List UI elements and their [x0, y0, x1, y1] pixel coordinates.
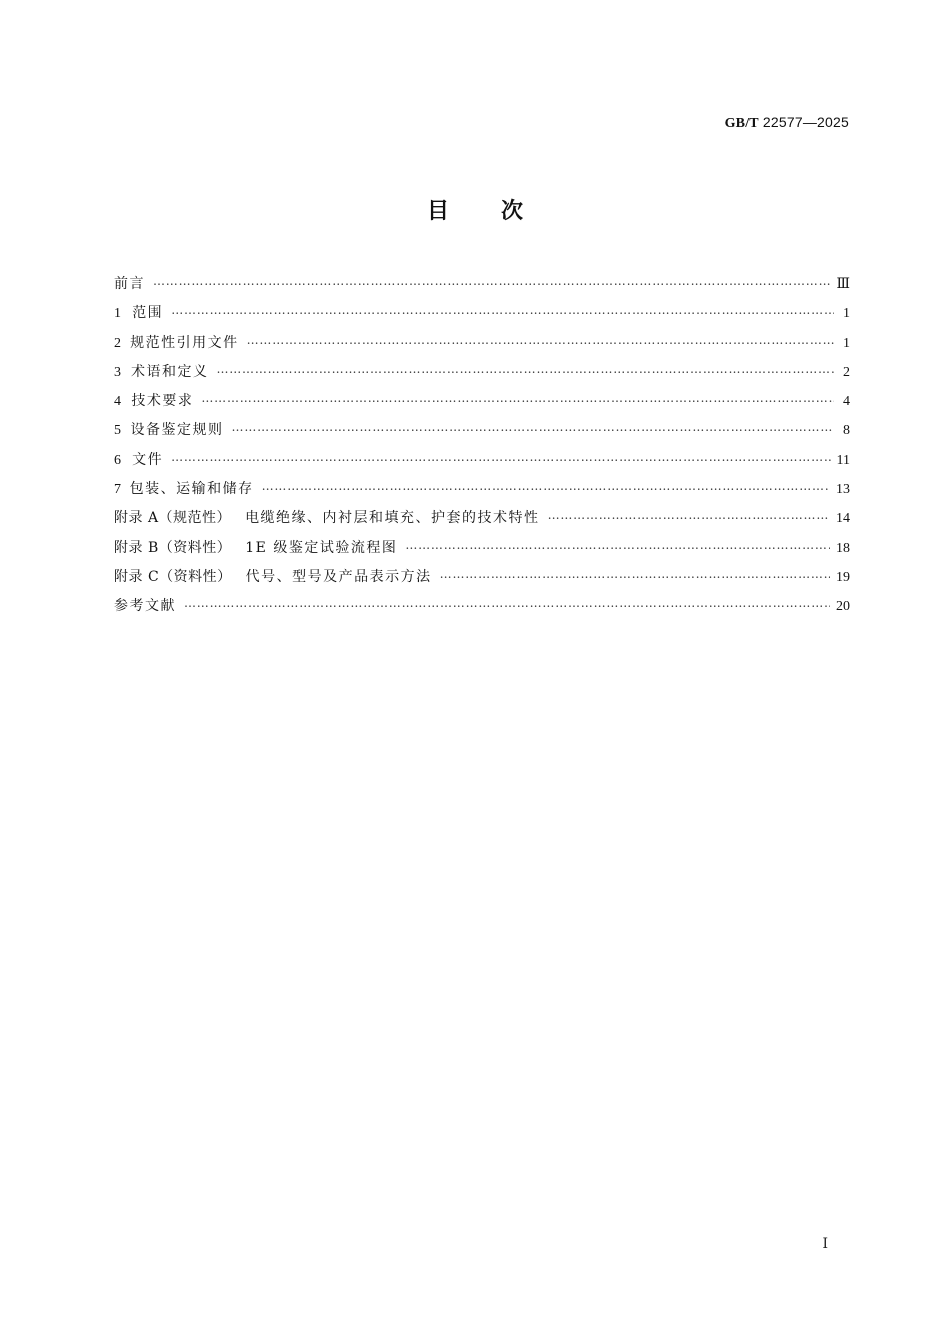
toc-entry-label: 范围 — [132, 305, 164, 322]
toc-title: 目次 — [426, 199, 575, 224]
toc-entry-4[interactable] — [114, 387, 850, 416]
toc-entry-appendix-b[interactable] — [114, 534, 850, 563]
toc-entry-appendix-c[interactable] — [114, 563, 850, 592]
toc-entry-page: 13 — [836, 482, 850, 498]
standard-code — [725, 114, 849, 132]
toc-entry-foreword[interactable] — [114, 270, 850, 299]
toc-entry-page: 19 — [836, 569, 850, 585]
toc-entry-page: 8 — [843, 423, 850, 439]
toc-entry-appendix-a[interactable] — [114, 504, 850, 533]
toc-appendix-prefix: 附录 C（资料性） — [114, 568, 232, 585]
toc-entry-1[interactable] — [114, 299, 850, 328]
standard-prefix: GB/T — [724, 116, 759, 131]
standard-number: 22577—2025 — [762, 114, 849, 130]
toc-entry-label: 参考文献 — [114, 598, 176, 615]
toc-entry-5[interactable] — [114, 416, 850, 445]
toc-entry-page: 14 — [836, 511, 850, 527]
toc-leader-dots — [232, 413, 834, 442]
toc-entry-label: 电缆绝缘、内衬层和填充、护套的技术特性 — [245, 510, 540, 527]
toc-entry-label: 代号、型号及产品表示方法 — [245, 568, 432, 585]
toc-entry-references[interactable] — [114, 592, 850, 621]
toc-entry-page: Ⅲ — [836, 277, 850, 292]
toc-entry-page: 20 — [836, 599, 850, 615]
toc-entry-number: 4 — [114, 394, 121, 410]
toc-entry-label: 设备鉴定规则 — [130, 422, 224, 439]
toc-appendix-prefix: 附录 B（资料性） — [114, 539, 232, 556]
toc-entry-page: 1 — [843, 306, 850, 322]
toc-entry-number: 6 — [114, 452, 121, 468]
toc-leader-dots — [440, 560, 830, 589]
toc-entry-7[interactable] — [114, 475, 850, 504]
toc-entry-label: 术语和定义 — [130, 363, 209, 380]
toc-entry-label: 1E 级鉴定试验流程图 — [245, 539, 398, 556]
table-of-contents — [114, 270, 850, 622]
toc-entry-number: 7 — [114, 482, 121, 498]
toc-leader-dots — [184, 589, 830, 618]
toc-leader-dots — [216, 355, 834, 384]
toc-entry-3[interactable] — [114, 358, 850, 387]
toc-entry-label: 规范性引用文件 — [130, 334, 239, 351]
page-number: Ⅰ — [822, 1237, 828, 1252]
toc-leader-dots — [548, 501, 830, 530]
toc-entry-label: 前言 — [114, 276, 145, 292]
toc-entry-number: 1 — [114, 306, 121, 322]
toc-entry-page: 4 — [843, 394, 850, 410]
toc-entry-page: 2 — [843, 364, 850, 380]
toc-leader-dots — [405, 531, 830, 560]
toc-leader-dots — [153, 267, 830, 296]
toc-entry-label: 包装、运输和储存 — [129, 481, 254, 498]
toc-appendix-prefix: 附录 A（规范性） — [114, 510, 232, 527]
toc-entry-page: 18 — [836, 540, 850, 556]
toc-leader-dots — [247, 326, 834, 355]
toc-entry-2[interactable] — [114, 329, 850, 358]
toc-leader-dots — [171, 443, 830, 472]
toc-entry-label: 技术要求 — [131, 393, 194, 410]
toc-entry-number: 2 — [114, 335, 121, 351]
toc-entry-6[interactable] — [114, 446, 850, 475]
toc-entry-page: 1 — [843, 335, 850, 351]
toc-entry-label: 文件 — [132, 451, 164, 468]
toc-entry-number: 5 — [114, 423, 121, 439]
toc-leader-dots — [262, 472, 830, 501]
toc-entry-number: 3 — [114, 364, 121, 380]
toc-entry-page: 11 — [836, 452, 850, 468]
toc-leader-dots — [171, 296, 834, 325]
toc-leader-dots — [201, 384, 834, 413]
